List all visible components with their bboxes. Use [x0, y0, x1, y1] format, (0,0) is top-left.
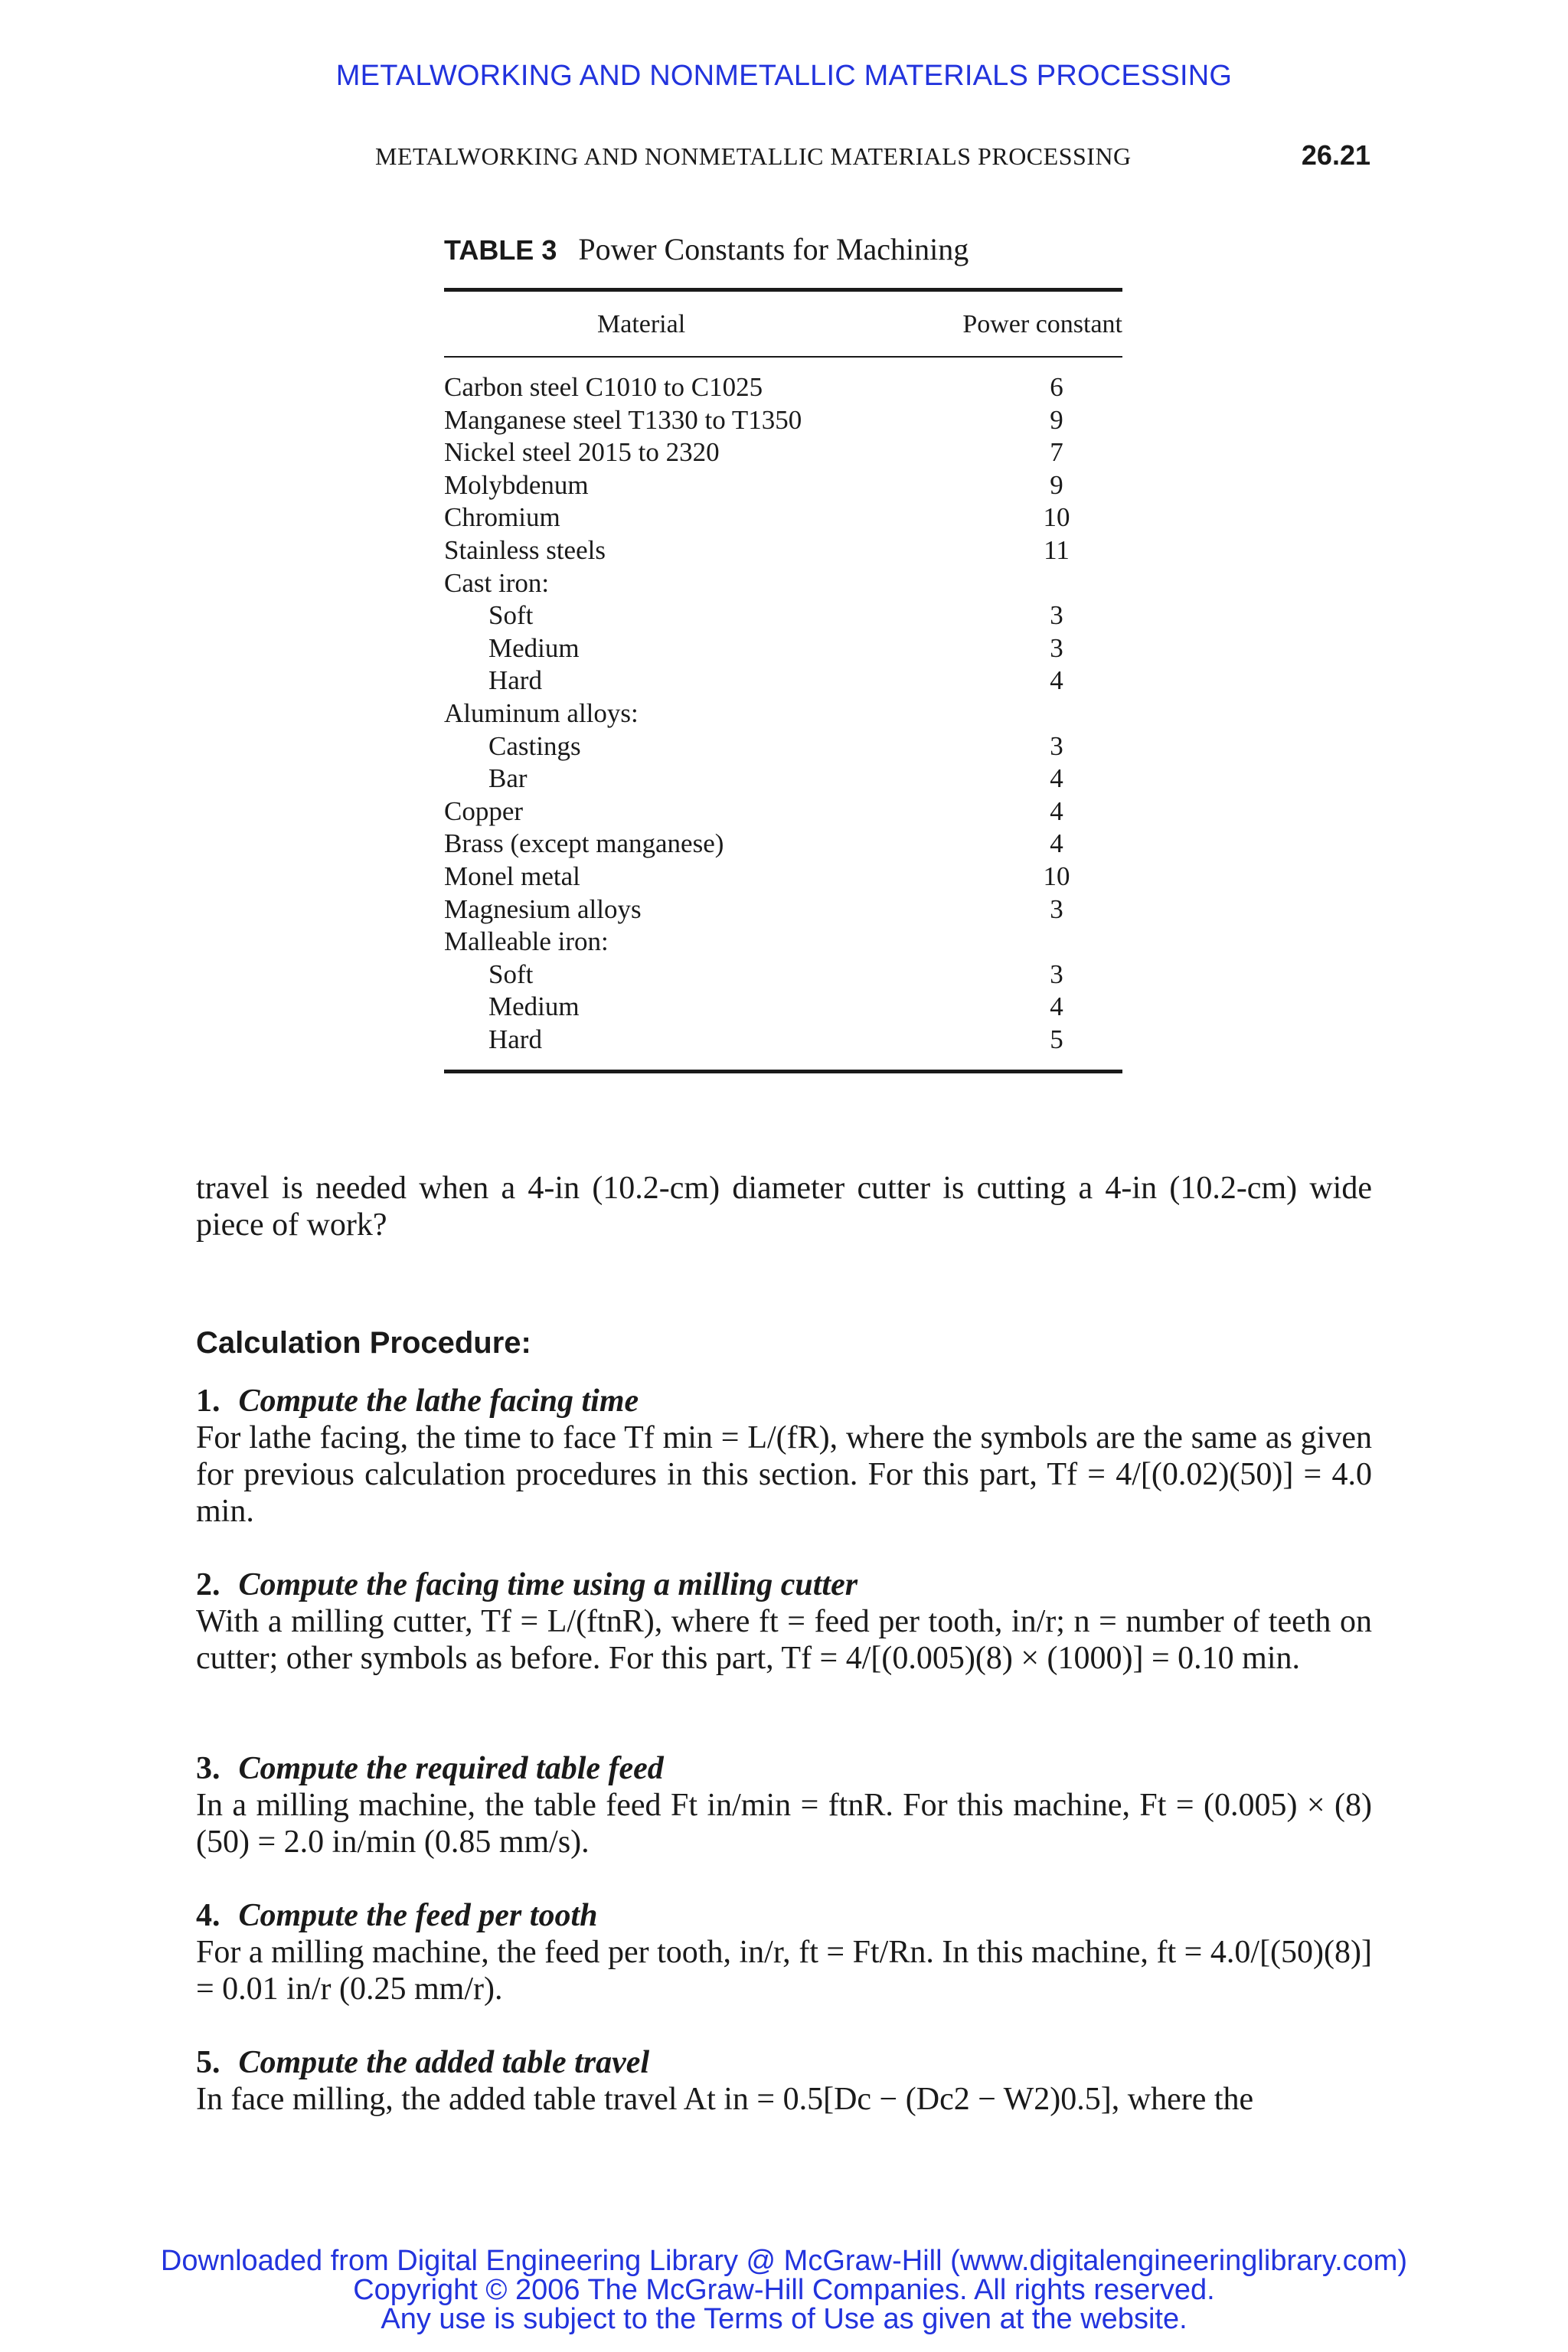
- step-title: Compute the lathe facing time: [238, 1383, 639, 1419]
- step-heading: [196, 1750, 1372, 1787]
- table-row: [444, 795, 1122, 828]
- step-title: Compute the facing time using a milling cutter: [238, 1567, 858, 1602]
- row-material: Medium: [488, 991, 580, 1022]
- table-row: [444, 404, 1122, 437]
- footer-terms-line: Any use is subject to the Terms of Use as given at the website.: [381, 2303, 1187, 2335]
- table-row: [444, 469, 1122, 502]
- row-value: 5: [1050, 1024, 1063, 1054]
- table-bottom-rule: [444, 1070, 1122, 1073]
- table-row: [444, 959, 1122, 991]
- running-head: METALWORKING AND NONMETALLIC MATERIALS PROCESSING: [375, 142, 1132, 170]
- table-header: [444, 292, 1122, 356]
- step-title: Compute the added table travel: [238, 2045, 650, 2080]
- table-row: [444, 1024, 1122, 1057]
- row-material: Soft: [488, 600, 534, 631]
- step-title: Compute the required table feed: [238, 1751, 664, 1786]
- table-title: Power Constants for Machining: [578, 232, 969, 266]
- step-number: 4.: [196, 1898, 220, 1933]
- row-value: 9: [1050, 469, 1063, 500]
- table-row: [444, 861, 1122, 893]
- table-row-group-heading: [444, 926, 1122, 959]
- power-constants-table: [444, 288, 1122, 1073]
- row-material: Carbon steel C1010 to C1025: [444, 372, 763, 402]
- row-material: Aluminum alloys:: [444, 697, 639, 728]
- step-body: In face milling, the added table travel At in = 0.5[Dc − (Dc2 − W2)0.5], where the: [196, 2082, 1254, 2117]
- footer-copyright-line: Copyright © 2006 The McGraw-Hill Companies. All rights reserved.: [353, 2274, 1215, 2306]
- row-material: Nickel steel 2015 to 2320: [444, 437, 720, 468]
- row-material: Chromium: [444, 502, 560, 533]
- row-material: Medium: [488, 632, 580, 663]
- row-material: Manganese steel T1330 to T1350: [444, 404, 802, 435]
- step-number: 3.: [196, 1751, 220, 1786]
- step-4: [196, 1897, 1372, 2007]
- row-material: Magnesium alloys: [444, 893, 642, 924]
- table-row: [444, 534, 1122, 567]
- step-heading: [196, 2044, 1372, 2081]
- row-material: Molybdenum: [444, 469, 589, 500]
- row-value: 3: [1050, 959, 1063, 989]
- row-value: 3: [1050, 632, 1063, 663]
- page-number: 26.21: [1301, 139, 1370, 171]
- table-row: [444, 501, 1122, 534]
- step-body: With a milling cutter, Tf = L/(ftnR), where ft = feed per tooth, in/r; n = number of teeth on cutter; other symbols as before. For this part, Tf = 4/[(0.005)(8) × (1000)] = 0.10 min.: [196, 1604, 1372, 1676]
- table-row: [444, 730, 1122, 763]
- row-material: Brass (except manganese): [444, 828, 724, 859]
- row-value: 10: [1043, 502, 1070, 533]
- row-value: 3: [1050, 893, 1063, 924]
- step-heading: [196, 1566, 1372, 1603]
- table-row: [444, 599, 1122, 632]
- step-body: In a milling machine, the table feed Ft in/min = ftnR. For this machine, Ft = (0.005) × (8)(50) = 2.0 in/min (0.85 mm/s).: [196, 1788, 1372, 1860]
- step-body: For lathe facing, the time to face Tf min = L/(fR), where the symbols are the same as given for previous calculation procedures in this section. For this part, Tf = 4/[(0.02)(50)] = 4.0 min.: [196, 1420, 1372, 1529]
- table-row: [444, 893, 1122, 926]
- row-value: 3: [1050, 730, 1063, 761]
- top-banner: METALWORKING AND NONMETALLIC MATERIALS PROCESSING: [335, 60, 1233, 92]
- step-number: 1.: [196, 1383, 220, 1419]
- step-number: 5.: [196, 2045, 220, 2080]
- table-row: [444, 828, 1122, 861]
- step-title: Compute the feed per tooth: [238, 1898, 598, 1933]
- row-value: 3: [1050, 600, 1063, 631]
- table-row: [444, 371, 1122, 404]
- row-material: Soft: [488, 959, 534, 989]
- table-row: [444, 763, 1122, 795]
- table-row: [444, 632, 1122, 665]
- row-value: 9: [1050, 404, 1063, 435]
- step-heading: [196, 1383, 1372, 1419]
- table-row-group-heading: [444, 697, 1122, 730]
- row-material: Copper: [444, 795, 524, 826]
- step-number: 2.: [196, 1567, 220, 1602]
- row-material: Bar: [488, 763, 528, 794]
- row-material: Hard: [488, 665, 542, 696]
- step-heading: [196, 1897, 1372, 1934]
- row-value: 6: [1050, 372, 1063, 402]
- row-material: Malleable iron:: [444, 926, 609, 957]
- step-1: [196, 1383, 1372, 1530]
- table-body: [444, 358, 1122, 1070]
- step-5: [196, 2044, 1372, 2118]
- table-row: [444, 436, 1122, 469]
- section-heading: Calculation Procedure:: [196, 1326, 531, 1360]
- footer-download-line: Downloaded from Digital Engineering Library @ McGraw-Hill (www.digitalengineeringlibrary.com): [160, 2245, 1408, 2277]
- column-header-material: Material: [597, 310, 686, 338]
- table-row: [444, 991, 1122, 1024]
- row-value: 4: [1050, 991, 1063, 1022]
- row-value: 4: [1050, 763, 1063, 794]
- row-material: Stainless steels: [444, 534, 606, 565]
- footer: [0, 2246, 1568, 2334]
- row-value: 4: [1050, 665, 1063, 696]
- row-value: 11: [1044, 534, 1070, 565]
- row-value: 4: [1050, 828, 1063, 859]
- table-caption: [444, 231, 969, 267]
- intro-paragraph: travel is needed when a 4-in (10.2-cm) diameter cutter is cutting a 4-in (10.2-cm) wide piece of work?: [196, 1171, 1372, 1243]
- row-material: Hard: [488, 1024, 542, 1054]
- table-label: TABLE 3: [444, 234, 557, 266]
- row-value: 4: [1050, 795, 1063, 826]
- row-material: Monel metal: [444, 861, 580, 891]
- row-value: 10: [1043, 861, 1070, 891]
- row-material: Cast iron:: [444, 567, 550, 598]
- row-value: 7: [1050, 437, 1063, 468]
- step-3: [196, 1750, 1372, 1860]
- step-body: For a milling machine, the feed per tooth, in/r, ft = Ft/Rn. In this machine, ft = 4.0/[(50)(8)] = 0.01 in/r (0.25 mm/r).: [196, 1935, 1372, 2007]
- step-2: [196, 1566, 1372, 1677]
- table-row-group-heading: [444, 567, 1122, 600]
- table-row: [444, 665, 1122, 697]
- row-material: Castings: [488, 730, 581, 761]
- column-header-power-constant: Power constant: [962, 310, 1122, 338]
